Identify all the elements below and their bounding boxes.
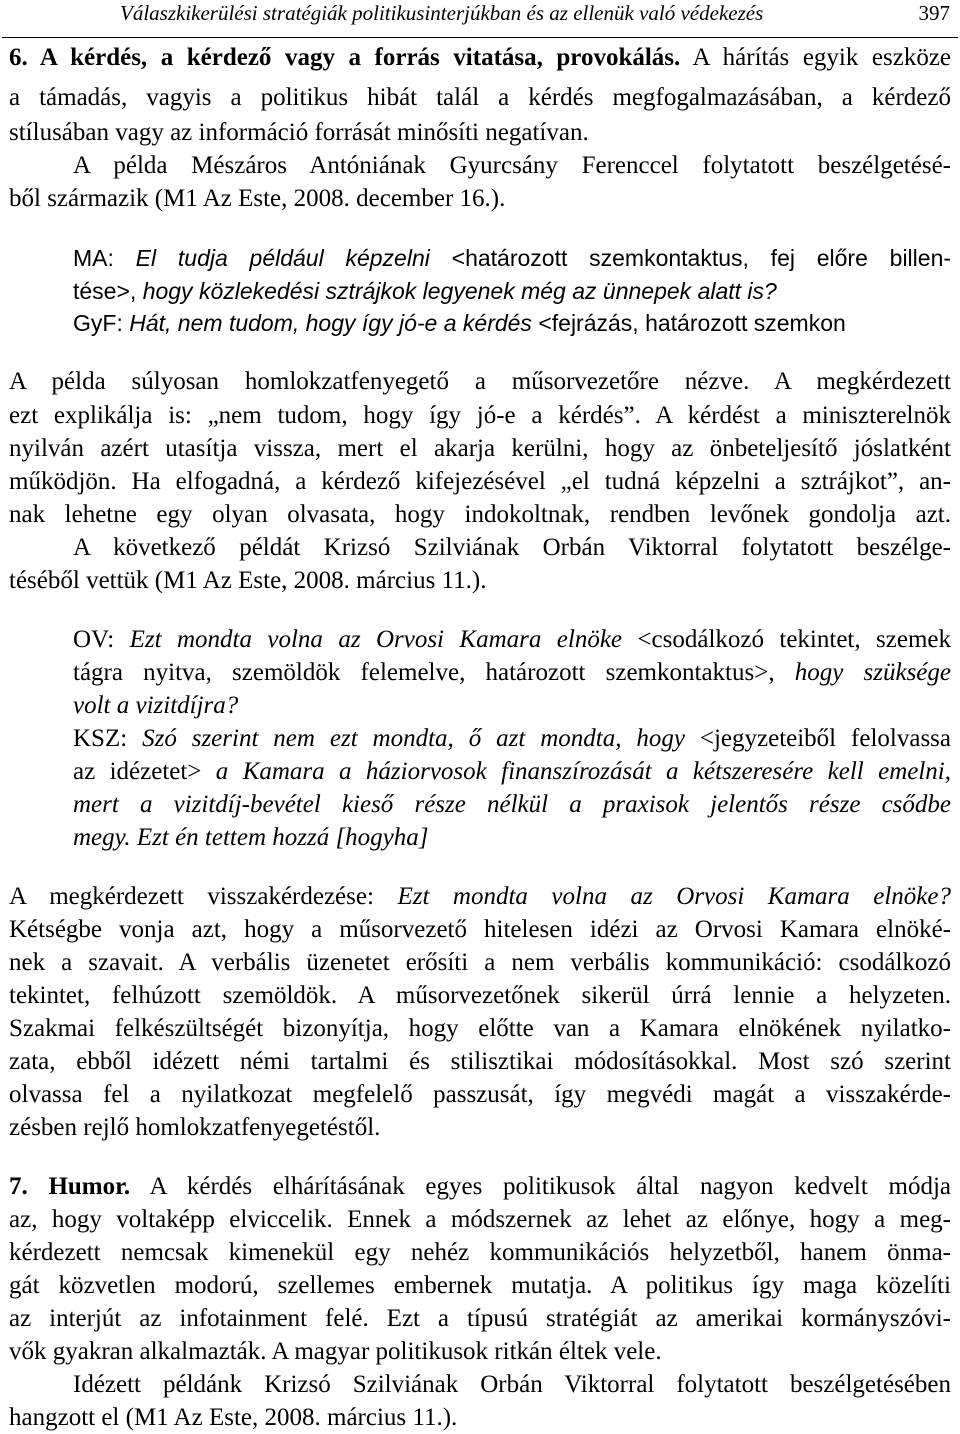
text-span: nek a szavait. A verbális üzenetet erősíti a nem verbális kommunikáció: csodálkozó (9, 949, 951, 976)
text-line (73, 756, 951, 788)
text-span: a támadás, vagyis a politikus hibát talál a kérdés megfogalmazásában, a kérdező (9, 84, 951, 111)
text-line (9, 565, 951, 597)
text-span: A megkérdezett visszakérdezése: (9, 883, 398, 910)
text-line (73, 307, 951, 339)
text-line (9, 914, 951, 946)
italic-quote: El tudja például képzelni (135, 245, 430, 271)
italic-quote: a Kamara a háziorvosok finanszírozását a kétszeresére kell emelni, (215, 758, 951, 785)
text-line (9, 1013, 951, 1045)
text-line (73, 657, 951, 689)
text-span: GyF: (73, 310, 130, 336)
text-span: téséből vettük (M1 Az Este, 2008. március 11.). (9, 567, 487, 594)
text-line (9, 1171, 951, 1203)
text-span: az idézetet> (73, 758, 216, 785)
text-line (9, 499, 951, 531)
text-line (9, 366, 951, 398)
text-span: A példa súlyosan homlokzatfenyegető a műsorvezetőre nézve. A megkérdezett (9, 368, 951, 395)
text-span: KSZ: (73, 725, 143, 752)
text-span: MA: (73, 245, 136, 271)
text-span: OV: (73, 626, 130, 653)
italic-quote: megy. Ezt én tettem hozzá [hogyha] (73, 824, 429, 851)
text-line (73, 532, 951, 564)
text-line (9, 1303, 951, 1335)
text-line (9, 42, 951, 74)
text-line (9, 433, 951, 465)
text-span: gát közvetlen modorú, szellemes embernek mutatja. A politikus így maga közelíti (9, 1272, 951, 1299)
text-span: Kétségbe vonja azt, hogy a műsorvezető hitelesen idézi az Orvosi Kamara elnöké- (9, 916, 951, 943)
text-line (73, 822, 951, 854)
text-line (9, 1112, 951, 1144)
italic-quote: Ezt mondta volna az Orvosi Kamara elnöke? (397, 883, 951, 910)
text-span: Idézett példánk Krizsó Szilviának Orbán Viktorral folytatott beszélgetésében (73, 1371, 951, 1398)
italic-quote: Hát, nem tudom, hogy így jó-e a kérdés (129, 310, 532, 336)
section-heading: 6. A kérdés, a kérdező vagy a forrás vitatása, provokálás. (9, 44, 681, 71)
text-span: nyilván azért utasítja vissza, mert el akarja kerülni, hogy az önbeteljesítő jóslatként (9, 435, 951, 462)
text-line (73, 1369, 951, 1401)
text-line (9, 881, 951, 913)
text-line (73, 275, 951, 307)
text-span: olvassa fel a nyilatkozat megfelelő passzusát, így megvédi magát a visszakérde- (9, 1081, 951, 1108)
text-span: zata, ebből idézett némi tartalmi és stilisztikai módosításokkal. Most szó szerint (9, 1048, 951, 1075)
text-span: tágra nyitva, szemöldök felemelve, határozott szemkontaktus>, (73, 659, 795, 686)
text-span: <határozott szemkontaktus, fej előre billen- (429, 245, 952, 271)
text-span: tekintet, felhúzott szemöldök. A műsorvezetőnek sikerül úrrá lennie a helyzeten. (9, 982, 951, 1009)
text-span: <fejrázás, határozott szemkon (531, 310, 846, 336)
text-line (73, 789, 951, 821)
text-line (9, 183, 951, 215)
header-rule (2, 37, 958, 38)
running-header (120, 0, 950, 26)
text-span: <jegyzeteiből felolvassa (684, 725, 951, 752)
text-line (9, 82, 951, 114)
text-line (9, 1402, 951, 1434)
text-span: ezt explikálja is: „nem tudom, hogy így jó-e a kérdés”. A kérdést a miniszterelnök (9, 402, 951, 429)
text-line (9, 1336, 951, 1368)
italic-quote: hogy szüksége (794, 659, 951, 686)
italic-quote: hogy közlekedési sztrájkok legyenek még az ünnepek alatt is? (142, 278, 777, 304)
text-line (9, 980, 951, 1012)
italic-quote: mert a vizitdíj-bevétel kieső része nélkül a praxisok jelentős része csődbe (73, 791, 951, 818)
text-span: zésben rejlő homlokzatfenyegetéstől. (9, 1114, 381, 1141)
text-span: az interjút az infotainment felé. Ezt a típusú stratégiát az amerikai kormányszóvi- (9, 1305, 951, 1332)
section-heading: 7. Humor. (9, 1173, 131, 1200)
italic-quote: Szó szerint nem ezt mondta, ő azt mondta, hogy (142, 725, 685, 752)
text-span: A következő példát Krizsó Szilviának Orbán Viktorral folytatott beszélge- (73, 534, 951, 561)
italic-quote: volt a vizitdíjra? (73, 692, 239, 719)
text-span: vők gyakran alkalmazták. A magyar politikusok ritkán éltek vele. (9, 1338, 662, 1365)
italic-quote: Ezt mondta volna az Orvosi Kamara elnöke (129, 626, 623, 653)
text-line (9, 466, 951, 498)
text-line (9, 1079, 951, 1111)
page-number: 397 (918, 1, 950, 25)
text-line (9, 117, 951, 149)
text-span: nak lehetne egy olyan olvasata, hogy indokoltnak, rendben levőnek gondolja azt. (9, 501, 951, 528)
text-span: hangzott el (M1 Az Este, 2008. március 11.). (9, 1404, 458, 1431)
text-line (73, 150, 951, 182)
running-title: Válaszkikerülési stratégiák politikusinterjúkban és az ellenük való védekezés (120, 1, 764, 25)
text-span: stílusában vagy az információ forrását minősíti negatívan. (9, 119, 589, 146)
text-line (73, 624, 951, 656)
text-span: Szakmai felkészültségét bizonyítja, hogy előtte van a Kamara elnökének nyilatko- (9, 1015, 951, 1042)
text-span: A kérdés elhárításának egyes politikusok által nagyon kedvelt módja (130, 1173, 952, 1200)
text-span: tése>, (73, 278, 143, 304)
text-line (9, 400, 951, 432)
text-line (9, 1204, 951, 1236)
text-span: <csodálkozó tekintet, szemek (622, 626, 951, 653)
text-line (73, 723, 951, 755)
text-line (9, 1237, 951, 1269)
text-line (73, 690, 951, 722)
text-span: A hárítás egyik eszköze (680, 44, 952, 71)
text-span: ből származik (M1 Az Este, 2008. december 16.). (9, 185, 506, 212)
text-span: kérdezett nemcsak kimenekül egy nehéz kommunikációs helyzetből, hanem önma- (9, 1239, 951, 1266)
text-line (9, 947, 951, 979)
text-line (9, 1270, 951, 1302)
text-line (9, 1046, 951, 1078)
text-span: A példa Mészáros Antóniának Gyurcsány Ferenccel folytatott beszélgetésé- (73, 152, 951, 179)
text-span: működjön. Ha elfogadná, a kérdező kifejezésével „el tudná képzelni a sztrájkot”, an- (9, 468, 951, 495)
text-span: az, hogy voltaképp elviccelik. Ennek a módszernek az lehet az előnye, hogy a meg- (9, 1206, 951, 1233)
text-line (73, 242, 951, 274)
